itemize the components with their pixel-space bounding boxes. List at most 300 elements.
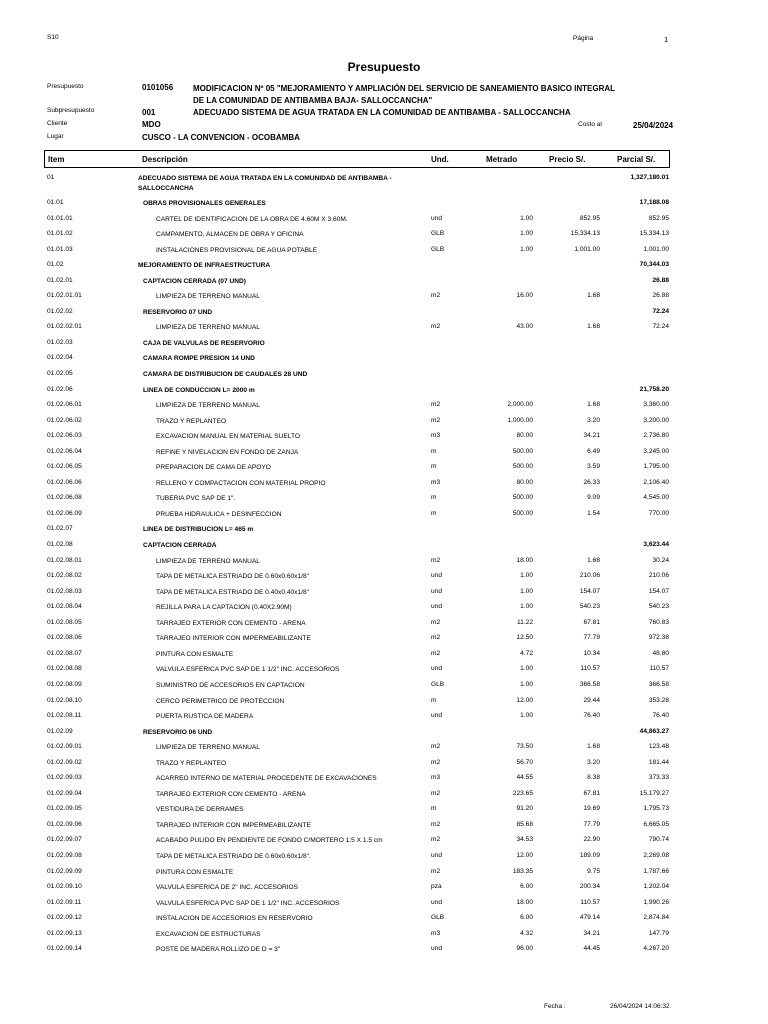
row-metrado: 11.22: [516, 618, 533, 626]
row-description: ACABADO PULIDO EN PENDIENTE DE FONDO C/MORTERO 1:5 X 1.5 cm: [156, 837, 383, 845]
row-description: CAPTACION CERRADA (07 UND): [143, 277, 246, 285]
row-metrado: 96.00: [516, 945, 533, 953]
row-parcial: 1,795.00: [643, 463, 669, 471]
row-unit: m: [431, 494, 437, 502]
row-item-code: 01.02.06.03: [47, 432, 82, 440]
row-description: LIMPIEZA DE TERRENO MANUAL: [156, 744, 260, 752]
row-description: LIMPIEZA DE TERRENO MANUAL: [156, 293, 260, 301]
row-parcial: 26.88: [652, 292, 669, 300]
row-description: LINEA DE CONDUCCION L= 2000 m: [143, 386, 255, 394]
row-item-code: 01.02.09.06: [47, 820, 82, 828]
row-item-code: 01.02.03: [47, 338, 73, 346]
row-metrado: 91.20: [516, 805, 533, 813]
row-item-code: 01.02.06.04: [47, 447, 82, 455]
subpresupuesto-label: Subpresupuesto: [47, 107, 95, 114]
row-item-code: 01.02.08: [47, 541, 73, 549]
row-parcial: 760.83: [648, 618, 669, 626]
row-metrado: 16.00: [516, 292, 533, 300]
table-row: [0, 819, 768, 835]
row-description: TARRAJEO INTERIOR CON IMPERMEABILIZANTE: [156, 635, 311, 643]
row-description: VALVULA ESFERICA PVC SAP DE 1 1/2" INC. ACCESORIOS: [156, 899, 340, 907]
row-metrado: 43.00: [516, 323, 533, 331]
table-row: [0, 352, 768, 368]
row-description: INSTALACION DE ACCESORIOS EN RESERVORIO: [156, 915, 313, 923]
row-precio: 3.20: [587, 758, 600, 766]
row-unit: und: [431, 665, 443, 673]
row-metrado: 6.00: [520, 883, 533, 891]
col-header-parcial: Parcial S/.: [617, 155, 656, 164]
row-unit: GLB: [431, 680, 445, 688]
row-parcial: 852.95: [648, 214, 669, 222]
row-parcial: 2,269.08: [643, 851, 669, 859]
table-row: [0, 757, 768, 773]
row-precio: 540.23: [579, 603, 600, 611]
row-unit: GLB: [431, 230, 445, 238]
row-precio: 1.68: [587, 401, 600, 409]
row-unit: und: [431, 572, 443, 580]
row-unit: m: [431, 463, 437, 471]
table-header-top-rule: [44, 150, 670, 151]
row-unit: m2: [431, 649, 441, 657]
row-unit: m2: [431, 618, 441, 626]
table-row: [0, 384, 768, 400]
row-description: TAPA DE METALICA ESTRIADO DE 0.40x0.40x1/8": [156, 588, 309, 596]
presupuesto-label: Presupuesto: [47, 83, 84, 90]
col-header-metrado: Metrado: [486, 155, 518, 164]
row-parcial: 44,863.27: [639, 727, 669, 735]
row-parcial: 1,001.00: [643, 245, 669, 253]
row-precio: 34.21: [583, 929, 600, 937]
row-metrado: 73.50: [516, 743, 533, 751]
col-header-descripcion: Descripción: [142, 155, 188, 164]
row-item-code: 01.02.09.05: [47, 805, 82, 813]
row-parcial: 21,758.20: [639, 385, 669, 393]
row-unit: m2: [431, 416, 441, 424]
row-parcial: 3,360.00: [643, 401, 669, 409]
row-unit: GLB: [431, 245, 445, 253]
row-metrado: 80.00: [516, 478, 533, 486]
row-item-code: 01.02.06: [47, 385, 73, 393]
table-row: [0, 663, 768, 679]
row-description: CARTEL DE IDENTIFICACION DE LA OBRA DE 4.60M X 3.60M.: [156, 215, 348, 223]
row-unit: m: [431, 509, 437, 517]
row-precio: 1.68: [587, 323, 600, 331]
row-metrado: 80.00: [516, 432, 533, 440]
row-parcial: 76.40: [652, 712, 669, 720]
row-precio: 26.33: [583, 478, 600, 486]
row-item-code: 01.02.02: [47, 307, 73, 315]
row-description: CAPTACION CERRADA: [143, 542, 217, 550]
row-description: LIMPIEZA DE TERRENO MANUAL: [156, 324, 260, 332]
row-precio: 9.09: [587, 494, 600, 502]
table-row: [0, 834, 768, 850]
row-parcial: 72.24: [652, 323, 669, 331]
row-description: CAMARA DE DISTRIBUCION DE CAUDALES 28 UND: [143, 371, 308, 379]
row-precio: 210.06: [579, 572, 600, 580]
row-unit: m2: [431, 292, 441, 300]
row-metrado: 1.00: [520, 572, 533, 580]
row-parcial: 30.24: [652, 556, 669, 564]
table-row: [0, 803, 768, 819]
row-item-code: 01.02.06.02: [47, 416, 82, 424]
row-unit: m2: [431, 789, 441, 797]
row-item-code: 01.02.06.09: [47, 509, 82, 517]
table-row: [0, 772, 768, 788]
row-item-code: 01.02.09.12: [47, 914, 82, 922]
row-parcial: 6,665.05: [643, 820, 669, 828]
row-description: RESERVORIO 06 UND: [143, 728, 213, 736]
row-unit: und: [431, 712, 443, 720]
row-parcial: 110.57: [649, 665, 669, 673]
table-row: [0, 897, 768, 913]
row-item-code: 01.02.09.09: [47, 867, 82, 875]
table-row: [0, 290, 768, 306]
row-metrado: 1.00: [520, 603, 533, 611]
row-metrado: 1.00: [520, 230, 533, 238]
row-metrado: 12.00: [516, 696, 533, 704]
table-row: [0, 523, 768, 539]
row-description: TARRAJEO INTERIOR CON IMPERMEABILIZANTE: [156, 821, 311, 829]
row-item-code: 01.02.09.14: [47, 945, 82, 953]
row-description: ACARREO INTERNO DE MATERIAL PROCEDENTE DE EXCAVACIONES: [156, 775, 377, 783]
table-header-right-rule: [669, 150, 670, 167]
row-description: TAPA DE METALICA ESTRIADO DE 0.60x0.60x1/8": [156, 573, 309, 581]
table-row: [0, 648, 768, 664]
row-description: LIMPIEZA DE TERRENO MANUAL: [156, 557, 260, 565]
row-parcial: 2,106.40: [643, 478, 669, 486]
row-description: TRAZO Y REPLANTEO: [156, 759, 227, 767]
row-description: OBRAS PROVISIONALES GENERALES: [143, 200, 266, 207]
table-row: [0, 679, 768, 695]
table-row: [0, 477, 768, 493]
table-row: [0, 617, 768, 633]
table-row: [0, 928, 768, 944]
row-item-code: 01.02.09.07: [47, 836, 82, 844]
row-metrado: 500.00: [512, 494, 533, 502]
row-item-code: 01.01.02: [47, 230, 73, 238]
row-precio: 6.49: [587, 447, 600, 455]
costo-date: 25/04/2024: [633, 121, 674, 130]
lugar-value: CUSCO - LA CONVENCION - OCOBAMBA: [142, 133, 300, 142]
table-row: [0, 172, 768, 197]
page-title: Presupuesto: [347, 60, 421, 74]
row-precio: 852.95: [579, 214, 600, 222]
row-description: CAMARA ROMPE PRESION 14 UND: [143, 355, 255, 363]
table-row: [0, 866, 768, 882]
row-item-code: 01.02.09.02: [47, 758, 82, 766]
report-code: S10: [47, 34, 59, 41]
row-metrado: 1.00: [520, 665, 533, 673]
table-row: [0, 539, 768, 555]
row-parcial: 181.44: [648, 758, 669, 766]
row-item-code: 01.02.01.01: [47, 292, 82, 300]
row-item-code: 01.02.08.10: [47, 696, 82, 704]
row-unit: m2: [431, 836, 441, 844]
row-parcial: 366.58: [648, 680, 669, 688]
table-row: [0, 228, 768, 244]
row-unit: m3: [431, 929, 441, 937]
row-description: RESERVORIO 07 UND: [143, 308, 213, 316]
row-metrado: 223.65: [512, 789, 533, 797]
row-unit: und: [431, 587, 443, 595]
row-precio: 1.68: [587, 556, 600, 564]
table-row: [0, 415, 768, 431]
table-row: [0, 601, 768, 617]
row-metrado: 18.00: [516, 898, 533, 906]
row-precio: 110.57: [580, 898, 600, 906]
row-unit: m2: [431, 401, 441, 409]
row-metrado: 1.00: [520, 680, 533, 688]
row-unit: pza: [431, 883, 442, 891]
row-description: REJILLA PARA LA CAPTACION (0.40X2.90M): [156, 604, 292, 612]
row-metrado: 85.68: [516, 820, 533, 828]
row-precio: 76.40: [583, 712, 600, 720]
row-metrado: 4.32: [520, 929, 533, 937]
row-description: LINEA DE DISTRIBUCION L= 465 m: [143, 526, 254, 534]
row-parcial: 540.23: [648, 603, 669, 611]
row-description: PREPARACION DE CAMA DE APOYO: [156, 464, 271, 472]
row-precio: 67.81: [583, 789, 600, 797]
row-item-code: 01.02.05: [47, 370, 73, 378]
row-item-code: 01.02.06.06: [47, 478, 82, 486]
row-unit: m2: [431, 820, 441, 828]
row-description: CAJA DE VALVULAS DE RESERVORIO: [143, 339, 265, 347]
row-metrado: 500.00: [512, 463, 533, 471]
row-parcial: 1,327,180.01: [630, 174, 669, 181]
row-item-code: 01.01.01: [47, 214, 73, 222]
row-precio: 19.69: [583, 805, 600, 813]
row-unit: und: [431, 898, 443, 906]
table-row: [0, 881, 768, 897]
table-row: [0, 275, 768, 291]
col-header-und: Und.: [431, 155, 449, 164]
col-header-precio: Precio S/.: [549, 155, 586, 164]
row-precio: 1.54: [587, 509, 600, 517]
row-item-code: 01.01: [47, 199, 64, 206]
row-unit: m2: [431, 867, 441, 875]
row-parcial: 972.38: [648, 634, 669, 642]
row-metrado: 1.00: [520, 245, 533, 253]
row-metrado: 34.53: [516, 836, 533, 844]
row-item-code: 01.02.02.01: [47, 323, 82, 331]
row-unit: GLB: [431, 914, 445, 922]
row-parcial: 2,874.84: [643, 914, 669, 922]
row-metrado: 1.00: [520, 587, 533, 595]
row-item-code: 01.02.06.01: [47, 401, 82, 409]
presupuesto-description: MODIFICACION Nº 05 "MEJORAMIENTO Y AMPLIACIÓN DEL SERVICIO DE SANEAMIENTO BASICO INTEGRAL DE LA COMUNIDAD DE ANTIBAMBA BAJA- SALLOCCANCHA": [193, 84, 615, 105]
row-parcial: 4,545.00: [643, 494, 669, 502]
row-item-code: 01.02: [47, 261, 64, 269]
row-item-code: 01.02.09.13: [47, 929, 82, 937]
row-item-code: 01.02.09.04: [47, 789, 82, 797]
table-row: [0, 430, 768, 446]
row-parcial: 26.88: [652, 276, 669, 284]
row-precio: 34.21: [583, 432, 600, 440]
row-unit: m2: [431, 758, 441, 766]
row-metrado: 44.55: [516, 774, 533, 782]
row-precio: 110.57: [580, 665, 600, 673]
row-unit: m2: [431, 634, 441, 642]
row-parcial: 1,787.66: [643, 867, 669, 875]
table-header-bottom-rule: [44, 167, 670, 168]
row-parcial: 1,202.04: [643, 883, 669, 891]
row-unit: und: [431, 945, 443, 953]
row-item-code: 01.02.09.11: [47, 898, 82, 906]
row-item-code: 01.02.08.01: [47, 556, 82, 564]
table-header-left-rule: [44, 150, 45, 167]
row-precio: 44.45: [583, 945, 600, 953]
budget-table-body: [0, 172, 768, 959]
table-row: [0, 213, 768, 229]
row-description: TRAZO Y REPLANTEO: [156, 417, 227, 425]
row-item-code: 01.02.08.04: [47, 603, 82, 611]
row-precio: 154.07: [579, 587, 600, 595]
row-item-code: 01.02.08.08: [47, 665, 82, 673]
table-row: [0, 632, 768, 648]
row-description: POSTE DE MADERA ROLLIZO DE D = 3": [156, 946, 281, 954]
table-row: [0, 586, 768, 602]
footer-fecha-label: Fecha :: [544, 1003, 566, 1010]
row-unit: und: [431, 603, 443, 611]
row-parcial: 790.74: [648, 836, 669, 844]
row-description: CERCO PERIMETRICO DE PROTECCION: [156, 697, 285, 705]
row-precio: 77.79: [583, 634, 600, 642]
cliente-label: Cliente: [47, 120, 68, 127]
table-row: [0, 259, 768, 275]
row-item-code: 01.02.06.08: [47, 494, 82, 502]
table-row: [0, 197, 768, 213]
row-unit: m3: [431, 774, 441, 782]
row-description: EXCAVACION MANUAL EN MATERIAL SUELTO: [156, 433, 300, 441]
row-unit: m: [431, 447, 437, 455]
table-row: [0, 461, 768, 477]
row-unit: m2: [431, 556, 441, 564]
row-item-code: 01.02.09.10: [47, 883, 82, 891]
table-row: [0, 399, 768, 415]
cliente-value: MDO: [142, 120, 161, 129]
row-precio: 1.68: [587, 743, 600, 751]
row-item-code: 01.02.09: [47, 727, 73, 735]
col-header-item: Item: [48, 155, 65, 164]
row-parcial: 353.28: [648, 696, 669, 704]
row-item-code: 01.02.09.08: [47, 851, 82, 859]
row-precio: 366.58: [579, 680, 600, 688]
row-unit: m3: [431, 478, 441, 486]
table-row: [0, 695, 768, 711]
row-parcial: 147.79: [648, 929, 669, 937]
row-precio: 479.14: [579, 914, 600, 922]
row-description: LIMPIEZA DE TERRENO MANUAL: [156, 402, 260, 410]
row-unit: und: [431, 214, 443, 222]
lugar-label: Lugar: [47, 133, 64, 140]
row-parcial: 72.24: [652, 307, 669, 315]
row-unit: m2: [431, 743, 441, 751]
row-parcial: 770.00: [648, 509, 669, 517]
row-description: TARRAJEO EXTERIOR CON CEMENTO - ARENA: [156, 790, 306, 798]
row-metrado: 183.35: [512, 867, 533, 875]
row-parcial: 210.06: [648, 572, 669, 580]
table-row: [0, 446, 768, 462]
table-row: [0, 337, 768, 353]
row-precio: 29.44: [583, 696, 600, 704]
page-label: Página: [573, 35, 594, 42]
page-number: 1: [664, 35, 669, 44]
row-description: VALVULA ESFERICA PVC SAP DE 1 1/2" INC. ACCESORIOS: [156, 666, 340, 674]
presupuesto-code: 0101056: [142, 83, 174, 92]
row-item-code: 01.02.04: [47, 354, 73, 362]
row-metrado: 500.00: [512, 447, 533, 455]
row-parcial: 17,188.08: [639, 199, 669, 206]
row-description: VESTIDURA DE DERRAMES: [156, 806, 244, 814]
row-parcial: 70,344.03: [639, 261, 669, 269]
subpresupuesto-description: ADECUADO SISTEMA DE AGUA TRATADA EN LA COMUNIDAD DE ANTIBAMBA - SALLOCCANCHA: [193, 108, 571, 117]
row-description: PUERTA RUSTICA DE MADERA: [156, 713, 254, 721]
row-unit: m: [431, 805, 437, 813]
row-metrado: 1,000.00: [507, 416, 533, 424]
row-item-code: 01.02.01: [47, 276, 73, 284]
row-precio: 67.81: [583, 618, 600, 626]
table-row: [0, 508, 768, 524]
row-unit: m2: [431, 323, 441, 331]
row-item-code: 01.02.08.07: [47, 649, 82, 657]
row-unit: und: [431, 851, 443, 859]
costo-label: Costo al: [578, 121, 602, 128]
row-item-code: 01.02.08.11: [47, 712, 82, 720]
row-description: TARRAJEO EXTERIOR CON CEMENTO - ARENA: [156, 619, 306, 627]
row-parcial: 373.33: [648, 774, 669, 782]
row-precio: 1.68: [587, 292, 600, 300]
row-unit: m3: [431, 432, 441, 440]
row-item-code: 01.02.08.05: [47, 618, 82, 626]
row-description: REFINE Y NIVELACION EN FONDO DE ZANJA: [156, 448, 299, 456]
row-precio: 1,001.00: [574, 245, 600, 253]
row-description: CAMPAMENTO, ALMACEN DE OBRA Y OFICINA: [156, 231, 304, 239]
table-row: [0, 710, 768, 726]
row-description: MEJORAMIENTO DE INFRAESTRUCTURA: [138, 262, 271, 270]
row-description: SUMINISTRO DE ACCESORIOS EN CAPTACION: [156, 681, 305, 689]
footer-fecha-value: 26/04/2024 14:06:32: [610, 1003, 670, 1010]
table-row: [0, 788, 768, 804]
row-precio: 22.90: [583, 836, 600, 844]
row-description: EXCAVACION DE ESTRUCTURAS: [156, 930, 261, 938]
row-parcial: 154.07: [648, 587, 669, 595]
row-parcial: 15,334.13: [639, 230, 669, 238]
row-description: VALVULA ESFERICA DE 2" INC. ACCESORIOS: [156, 884, 299, 892]
table-row: [0, 741, 768, 757]
table-row: [0, 306, 768, 322]
row-metrado: 12.50: [516, 634, 533, 642]
row-parcial: 1,990.26: [643, 898, 669, 906]
row-precio: 3.59: [587, 463, 600, 471]
row-parcial: 3,245.00: [643, 447, 669, 455]
row-description: PINTURA CON ESMALTE: [156, 650, 234, 658]
row-precio: 3.20: [587, 416, 600, 424]
row-metrado: 12.00: [516, 851, 533, 859]
table-row: [0, 368, 768, 384]
row-parcial: 2,736.80: [643, 432, 669, 440]
table-row: [0, 726, 768, 742]
row-precio: 77.79: [583, 820, 600, 828]
table-row: [0, 943, 768, 959]
row-description: RELLENO Y COMPACTACION CON MATERIAL PROPIO: [156, 479, 326, 487]
row-description: ADECUADO SISTEMA DE AGUA TRATADA EN LA COMUNIDAD DE ANTIBAMBA - SALLOCCANCHA: [138, 175, 392, 192]
row-item-code: 01: [47, 174, 55, 181]
row-parcial: 123.48: [648, 743, 669, 751]
row-description: PRUEBA HIDRAULICA + DESINFECCION: [156, 510, 282, 518]
row-precio: 8.38: [587, 774, 600, 782]
row-parcial: 1,795.73: [643, 805, 669, 813]
row-parcial: 48.80: [652, 649, 669, 657]
